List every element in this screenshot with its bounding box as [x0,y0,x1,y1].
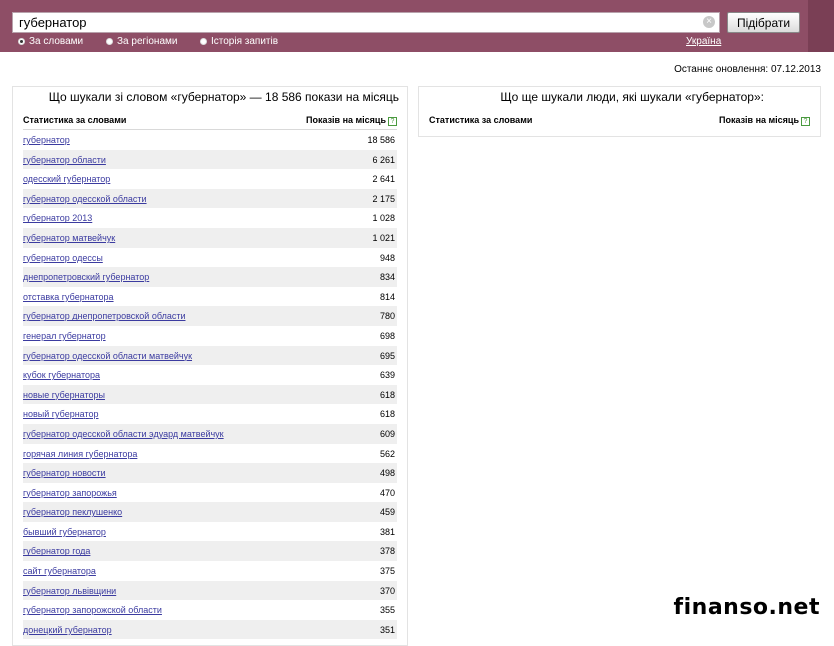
table-header [429,115,810,129]
tab-label[interactable]: За регіонами [117,36,178,47]
keyword-link[interactable]: губернатор одесской области матвейчук [23,350,193,361]
shows-count: 459 [379,507,395,518]
tab-history[interactable] [200,36,278,47]
shows-count: 618 [379,409,395,420]
shows-count: 814 [379,291,395,302]
keyword-link[interactable]: губернатор днепропетровской области [23,311,186,322]
shows-count: 375 [379,566,395,577]
also-searched-panel [418,86,821,137]
panel-title: Що ще шукали люди, які шукали «губернатор»: [500,90,764,104]
keyword-link[interactable]: губернатор 2013 [23,213,93,224]
search-input[interactable] [13,13,699,32]
table-row [23,150,397,170]
shows-count: 780 [379,311,395,322]
keyword-link[interactable]: губернатор новости [23,468,106,479]
table-row [23,424,397,444]
table-row [23,365,397,385]
table-row [23,130,397,150]
shows-count: 1 021 [372,232,395,243]
table-row [23,326,397,346]
shows-count: 470 [379,487,395,498]
shows-count: 609 [379,428,395,439]
region-link[interactable]: Україна [686,36,722,47]
table-row [23,189,397,209]
related-words-panel [12,86,408,646]
tab-by-words[interactable] [18,36,83,47]
column-header-words: Статистика за словами [23,115,127,125]
keyword-link[interactable]: отставка губернатора [23,291,114,302]
keyword-link[interactable]: губернатор [23,135,70,145]
keyword-link[interactable]: одесский губернатор [23,174,111,185]
table-row [23,385,397,405]
keyword-link[interactable]: новый губернатор [23,409,99,420]
keyword-link[interactable]: губернатор одессы [23,252,103,263]
keyword-link[interactable]: новые губернаторы [23,389,105,400]
help-icon[interactable]: ? [801,117,810,126]
tab-by-regions[interactable] [106,36,177,47]
keyword-link[interactable]: бывший губернатор [23,526,106,537]
keyword-link[interactable]: губернатор матвейчук [23,232,116,243]
search-box[interactable] [12,12,720,33]
keyword-link[interactable]: губернатор пеклушенко [23,507,123,518]
table-row [23,600,397,620]
keyword-link[interactable]: губернатор области [23,154,106,165]
tab-label[interactable]: Історія запитів [211,36,279,47]
shows-count: 562 [379,448,395,459]
table-header [23,115,397,129]
keyword-link[interactable]: генерал губернатор [23,330,106,341]
table-row [23,581,397,601]
column-header-shows-label: Показів на місяць [305,115,386,125]
help-icon[interactable]: ? [388,117,397,126]
shows-count: 381 [379,526,395,537]
table-row [23,502,397,522]
shows-count: 695 [379,350,395,361]
table-row [23,541,397,561]
column-header-words: Статистика за словами [429,115,533,125]
shows-count: 18 586 [367,135,395,145]
watermark-logo: finanso.net [673,595,820,620]
table-row [23,306,397,326]
column-header-shows-label: Показів на місяць [718,115,799,125]
shows-count: 370 [379,585,395,596]
keyword-link[interactable]: губернатор запорожской области [23,605,162,616]
shows-count: 1 028 [372,213,395,224]
table-row [23,483,397,503]
keyword-link[interactable]: губернатор одесской области [23,193,147,204]
table-row [23,444,397,464]
shows-count: 2 641 [372,174,395,185]
clear-icon[interactable]: × [703,16,715,28]
tab-label[interactable]: За словами [29,36,84,47]
header-edge [808,0,834,52]
keyword-link[interactable]: донецкий губернатор [23,624,112,635]
table-row [23,228,397,248]
column-header-shows [306,115,397,126]
search-bar-header [0,0,834,52]
radio-icon[interactable] [106,38,113,45]
results-list [23,130,397,639]
keyword-link[interactable]: сайт губернатора [23,566,96,577]
table-row [23,561,397,581]
shows-count: 378 [379,546,395,557]
keyword-link[interactable]: кубок губернатора [23,370,101,381]
shows-count: 948 [379,252,395,263]
table-row [23,208,397,228]
keyword-link[interactable]: днепропетровский губернатор [23,272,150,283]
shows-count: 618 [379,389,395,400]
shows-count: 698 [379,330,395,341]
shows-count: 351 [379,624,395,635]
shows-count: 2 175 [372,193,395,204]
keyword-link[interactable]: губернатор львівщини [23,585,117,596]
table-row [23,620,397,640]
shows-count: 6 261 [372,154,395,165]
shows-count: 834 [379,272,395,283]
table-row [23,267,397,287]
table-row [23,404,397,424]
keyword-link[interactable]: губернатор запорожья [23,487,117,498]
table-row [23,463,397,483]
table-row [23,346,397,366]
last-updated: Останнє оновлення: 07.12.2013 [674,64,821,75]
panel-title: Що шукали зі словом «губернатор» — 18 586 покази на місяць [48,90,399,104]
radio-icon[interactable] [200,38,207,45]
keyword-link[interactable]: губернатор года [23,546,91,557]
table-row [23,248,397,268]
shows-count: 639 [379,370,395,381]
shows-count: 355 [379,605,395,616]
column-header-shows [719,115,810,126]
table-row [23,522,397,542]
table-row [23,287,397,307]
submit-button[interactable]: Підібрати [727,12,800,33]
keyword-link[interactable]: губернатор одесской области эдуард матвейчук [23,428,224,439]
shows-count: 498 [379,468,395,479]
table-row [23,169,397,189]
radio-checked-icon[interactable] [18,38,25,45]
keyword-link[interactable]: горячая линия губернатора [23,448,138,459]
